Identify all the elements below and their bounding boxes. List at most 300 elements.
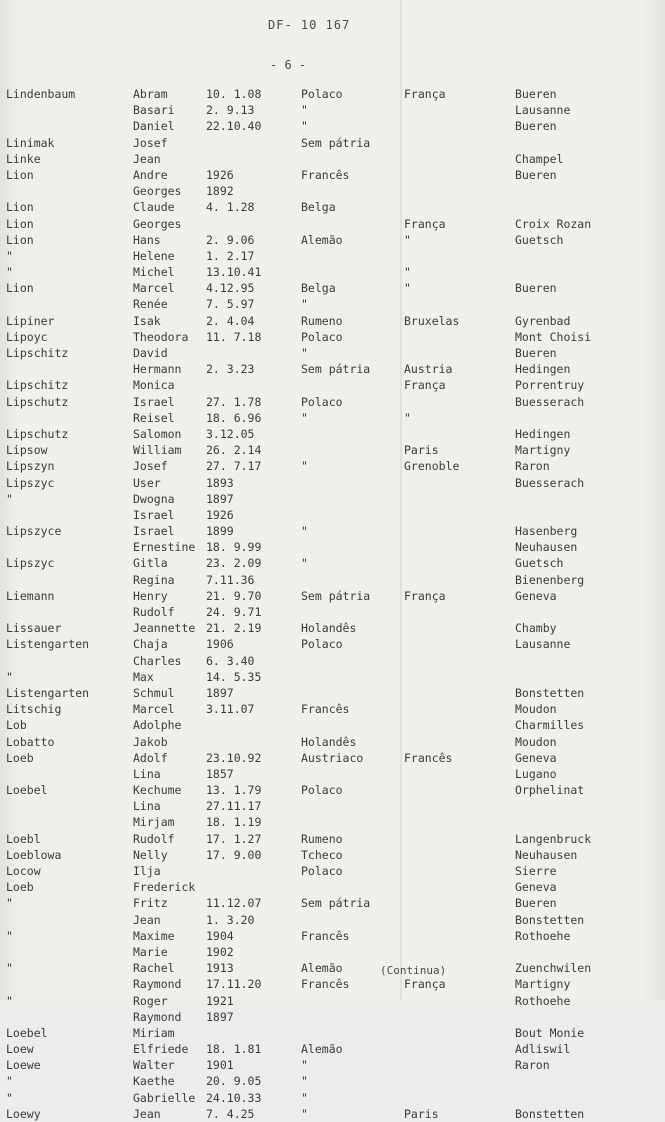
nationality-cell: Polaco: [301, 864, 343, 878]
surname-cell: Lobatto: [6, 734, 55, 749]
given-name-cell: Ilja: [133, 864, 161, 878]
given-name-cell: Kaethe: [133, 1074, 175, 1089]
birth-date-cell: 18. 6.96: [206, 410, 262, 425]
birth-date-cell: 1893: [206, 475, 234, 490]
destination-cell: Croix Rozan: [515, 216, 592, 231]
birth-date-cell: 1906: [206, 637, 234, 652]
birth-date-cell: 2. 9.06: [206, 232, 255, 247]
origin-cell: ": [404, 281, 411, 296]
birth-date-cell: 1921: [206, 993, 234, 1008]
table-row: [0, 685, 665, 701]
origin-cell: ": [404, 232, 411, 247]
birth-date-cell: 3.11.07: [206, 702, 255, 717]
table-row: [0, 750, 665, 766]
surname-cell: Lissauer: [6, 621, 62, 636]
table-row: [0, 539, 665, 555]
destination-cell: Raron: [515, 1058, 550, 1073]
destination-cell: Hasenberg: [515, 524, 578, 539]
given-name-cell: Schmul: [133, 685, 175, 700]
destination-cell: Bueren: [515, 87, 557, 101]
nationality-cell: Polaco: [301, 637, 343, 652]
nationality-cell: Rumeno: [301, 313, 343, 328]
destination-cell: Hedingen: [515, 362, 571, 377]
given-name-cell: Adolphe: [133, 718, 182, 733]
destination-cell: Bueren: [515, 281, 557, 296]
nationality-cell: Sem pátria: [301, 896, 371, 911]
nationality-cell: Belga: [301, 281, 336, 296]
birth-date-cell: 1926: [206, 167, 234, 182]
destination-cell: Raron: [515, 459, 550, 474]
given-name-cell: Lina: [133, 799, 161, 814]
destination-cell: Geneva: [515, 588, 557, 603]
given-name-cell: Raymond: [133, 1009, 182, 1024]
table-row: [0, 895, 665, 911]
table-row: [0, 280, 665, 296]
table-row: [0, 734, 665, 750]
surname-cell: Lion: [6, 200, 34, 215]
destination-cell: Mont Choisi: [515, 329, 592, 344]
table-row: [0, 782, 665, 798]
table-row: [0, 151, 665, 167]
origin-cell: França: [404, 216, 446, 231]
birth-date-cell: 11. 7.18: [206, 329, 262, 344]
origin-cell: França: [404, 977, 446, 992]
table-row: [0, 636, 665, 652]
table-row: [0, 555, 665, 571]
surname-cell: Lipiner: [6, 313, 55, 328]
given-name-cell: Georges: [133, 216, 182, 231]
destination-cell: Orphelinat: [515, 783, 585, 798]
birth-date-cell: 3.12.05: [206, 426, 255, 441]
nationality-cell: Tcheco: [301, 847, 343, 862]
birth-date-cell: 1. 2.17: [206, 248, 255, 263]
table-row: [0, 183, 665, 199]
given-name-cell: Dwogna: [133, 491, 175, 506]
given-name-cell: Israel: [133, 394, 175, 409]
table-row: [0, 264, 665, 280]
birth-date-cell: 18. 1.19: [206, 815, 262, 830]
surname-cell: Linimak: [6, 135, 55, 150]
table-row: [0, 798, 665, 814]
surname-cell: Liemann: [6, 588, 55, 603]
given-name-cell: Salomon: [133, 426, 182, 441]
birth-date-cell: 13. 1.79: [206, 783, 262, 798]
origin-cell: Paris: [404, 1106, 439, 1121]
table-row: [0, 1106, 665, 1122]
given-name-cell: Gabrielle: [133, 1090, 196, 1105]
nationality-cell: Francês: [301, 167, 350, 182]
nationality-cell: ": [301, 1058, 308, 1073]
given-name-cell: Jean: [133, 912, 161, 927]
given-name-cell: David: [133, 346, 168, 360]
origin-cell: ": [404, 265, 411, 280]
surname-cell: ": [6, 491, 13, 506]
given-name-cell: Gitla: [133, 556, 168, 571]
given-name-cell: Michel: [133, 265, 175, 280]
destination-cell: Bueren: [515, 346, 557, 360]
destination-cell: Adliswil: [515, 1042, 571, 1057]
table-row: [0, 766, 665, 782]
given-name-cell: Mirjam: [133, 815, 175, 830]
birth-date-cell: 23. 2.09: [206, 556, 262, 571]
birth-date-cell: 4.12.95: [206, 281, 255, 296]
given-name-cell: Jakob: [133, 734, 168, 749]
birth-date-cell: 6. 3.40: [206, 653, 255, 668]
table-row: [0, 118, 665, 134]
given-name-cell: Jeannette: [133, 621, 196, 636]
surname-cell: ": [6, 1090, 13, 1105]
origin-cell: França: [404, 87, 446, 101]
table-row: [0, 394, 665, 410]
given-name-cell: Helene: [133, 248, 175, 263]
given-name-cell: Miriam: [133, 1025, 175, 1040]
birth-date-cell: 21. 9.70: [206, 588, 262, 603]
birth-date-cell: 1913: [206, 961, 234, 976]
origin-cell: Austria: [404, 362, 453, 377]
table-row: [0, 944, 665, 960]
surname-cell: ": [6, 1074, 13, 1089]
table-row: [0, 1025, 665, 1041]
surname-cell: Lipschitz: [6, 346, 69, 360]
given-name-cell: Marcel: [133, 281, 175, 296]
table-row: [0, 426, 665, 442]
table-row: [0, 523, 665, 539]
birth-date-cell: 24.10.33: [206, 1090, 262, 1105]
given-name-cell: Charles: [133, 653, 182, 668]
nationality-cell: Alemão: [301, 961, 343, 976]
nationality-cell: Holandês: [301, 734, 357, 749]
origin-cell: Bruxelas: [404, 313, 460, 328]
birth-date-cell: 23.10.92: [206, 750, 262, 765]
given-name-cell: Hans: [133, 232, 161, 247]
table-row: [0, 831, 665, 847]
surname-cell: Loebel: [6, 1025, 48, 1040]
destination-cell: Moudon: [515, 702, 557, 717]
surname-cell: Listengarten: [6, 637, 90, 652]
given-name-cell: Rudolf: [133, 605, 175, 619]
table-row: [0, 928, 665, 944]
table-row: [0, 102, 665, 118]
destination-cell: Lausanne: [515, 103, 571, 118]
given-name-cell: Regina: [133, 572, 175, 587]
origin-cell: Grenoble: [404, 459, 460, 474]
nationality-cell: ": [301, 119, 308, 134]
table-row: [0, 232, 665, 248]
destination-cell: Martigny: [515, 443, 571, 458]
nationality-cell: Rumeno: [301, 831, 343, 846]
destination-cell: Buesserach: [515, 475, 585, 490]
table-row: [0, 345, 665, 361]
given-name-cell: Adolf: [133, 750, 168, 765]
given-name-cell: Elfriede: [133, 1042, 189, 1057]
destination-cell: Bueren: [515, 119, 557, 134]
birth-date-cell: 18. 9.99: [206, 540, 262, 555]
surname-cell: Loewe: [6, 1058, 41, 1073]
birth-date-cell: 20. 9.05: [206, 1074, 262, 1089]
birth-date-cell: 1897: [206, 685, 234, 700]
given-name-cell: Jean: [133, 151, 161, 166]
destination-cell: Neuhausen: [515, 847, 578, 862]
table-row: [0, 458, 665, 474]
birth-date-cell: 2. 9.13: [206, 103, 255, 118]
table-row: [0, 701, 665, 717]
destination-cell: Rothoehe: [515, 928, 571, 943]
destination-cell: Buesserach: [515, 394, 585, 409]
surname-cell: ": [6, 961, 13, 976]
table-row: [0, 572, 665, 588]
birth-date-cell: 27. 7.17: [206, 459, 262, 474]
nationality-cell: Francês: [301, 702, 350, 717]
given-name-cell: Fritz: [133, 896, 168, 911]
nationality-cell: ": [301, 346, 308, 360]
destination-cell: Langenbruck: [515, 831, 592, 846]
destination-cell: Sierre: [515, 864, 557, 878]
table-row: [0, 377, 665, 393]
birth-date-cell: 17.11.20: [206, 977, 262, 992]
nationality-cell: Sem pátria: [301, 588, 371, 603]
given-name-cell: Chaja: [133, 637, 168, 652]
surname-cell: ": [6, 669, 13, 684]
destination-cell: Bienenberg: [515, 572, 585, 587]
surname-cell: Locow: [6, 864, 41, 878]
destination-cell: Hedingen: [515, 426, 571, 441]
nationality-cell: ": [301, 1074, 308, 1089]
birth-date-cell: 2. 4.04: [206, 313, 255, 328]
given-name-cell: Lina: [133, 766, 161, 781]
table-row: [0, 216, 665, 232]
table-row: [0, 814, 665, 830]
given-name-cell: Isak: [133, 313, 161, 328]
destination-cell: Charmilles: [515, 718, 585, 733]
surname-cell: Litschig: [6, 702, 62, 717]
origin-cell: França: [404, 378, 446, 393]
given-name-cell: Israel: [133, 507, 175, 522]
birth-date-cell: 18. 1.81: [206, 1042, 262, 1057]
nationality-cell: ": [301, 459, 308, 474]
surname-cell: Loewy: [6, 1106, 41, 1121]
surname-cell: Lipsow: [6, 443, 48, 458]
nationality-cell: ": [301, 297, 308, 312]
birth-date-cell: 24. 9.71: [206, 605, 262, 619]
given-name-cell: Ernestine: [133, 540, 196, 555]
birth-date-cell: 7.11.36: [206, 572, 255, 587]
given-name-cell: Nelly: [133, 847, 168, 862]
birth-date-cell: 17. 1.27: [206, 831, 262, 846]
surname-cell: Lipschutz: [6, 394, 69, 409]
nationality-cell: ": [301, 1090, 308, 1105]
birth-date-cell: 1892: [206, 184, 234, 199]
destination-cell: Moudon: [515, 734, 557, 749]
destination-cell: Geneva: [515, 880, 557, 895]
surname-cell: ": [6, 248, 13, 263]
given-name-cell: Basari: [133, 103, 175, 118]
birth-date-cell: 1899: [206, 524, 234, 539]
table-row: [0, 442, 665, 458]
surname-cell: Loebl: [6, 831, 41, 846]
given-name-cell: Maxime: [133, 928, 175, 943]
table-row: [0, 620, 665, 636]
continued-note: (Continua): [380, 964, 447, 977]
table-row: [0, 717, 665, 733]
birth-date-cell: 22.10.40: [206, 119, 262, 134]
given-name-cell: Jean: [133, 1106, 161, 1121]
surname-cell: Lipoyc: [6, 329, 48, 344]
table-row: [0, 1090, 665, 1106]
origin-cell: ": [404, 410, 411, 425]
destination-cell: Bout Monie: [515, 1025, 585, 1040]
given-name-cell: Marie: [133, 944, 168, 959]
given-name-cell: Renée: [133, 297, 168, 312]
destination-cell: Bueren: [515, 167, 557, 182]
given-name-cell: Frederick: [133, 880, 196, 895]
table-row: [0, 879, 665, 895]
given-name-cell: Roger: [133, 993, 168, 1008]
surname-cell: Lindenbaum: [6, 87, 76, 101]
table-row: [0, 1009, 665, 1025]
birth-date-cell: 17. 9.00: [206, 847, 262, 862]
birth-date-cell: 7. 4.25: [206, 1106, 255, 1121]
given-name-cell: Andre: [133, 167, 168, 182]
destination-cell: Rothoehe: [515, 993, 571, 1008]
destination-cell: Porrentruy: [515, 378, 585, 393]
given-name-cell: Rachel: [133, 961, 175, 976]
destination-cell: Martigny: [515, 977, 571, 992]
given-name-cell: William: [133, 443, 182, 458]
birth-date-cell: 26. 2.14: [206, 443, 262, 458]
surname-cell: Lipszyc: [6, 475, 55, 490]
birth-date-cell: 13.10.41: [206, 265, 262, 280]
table-row: [0, 361, 665, 377]
surname-cell: Listengarten: [6, 685, 90, 700]
given-name-cell: Claude: [133, 200, 175, 215]
surname-cell: Lion: [6, 281, 34, 296]
table-row: [0, 1057, 665, 1073]
table-row: [0, 167, 665, 183]
given-name-cell: Monica: [133, 378, 175, 393]
birth-date-cell: 14. 5.35: [206, 669, 262, 684]
table-row: [0, 135, 665, 151]
destination-cell: Lugano: [515, 766, 557, 781]
table-row: [0, 507, 665, 523]
nationality-cell: Sem pátria: [301, 135, 371, 150]
birth-date-cell: 1897: [206, 491, 234, 506]
birth-date-cell: 4. 1.28: [206, 200, 255, 215]
given-name-cell: User: [133, 475, 161, 490]
surname-cell: Lipszyce: [6, 524, 62, 539]
table-row: [0, 410, 665, 426]
origin-cell: Francês: [404, 750, 453, 765]
birth-date-cell: 1. 3.20: [206, 912, 255, 927]
nationality-cell: Francês: [301, 977, 350, 992]
table-row: [0, 653, 665, 669]
birth-date-cell: 1902: [206, 944, 234, 959]
destination-cell: Gyrenbad: [515, 313, 571, 328]
destination-cell: Bonstetten: [515, 685, 585, 700]
table-row: [0, 329, 665, 345]
nationality-cell: Polaco: [301, 87, 343, 101]
given-name-cell: Georges: [133, 184, 182, 199]
nationality-cell: Polaco: [301, 783, 343, 798]
nationality-cell: Alemão: [301, 232, 343, 247]
given-name-cell: Abram: [133, 87, 168, 101]
table-row: [0, 1073, 665, 1089]
destination-cell: Bonstetten: [515, 1106, 585, 1121]
origin-cell: França: [404, 588, 446, 603]
nationality-cell: Polaco: [301, 329, 343, 344]
surname-cell: ": [6, 265, 13, 280]
table-row: [0, 912, 665, 928]
surname-cell: Loeblowa: [6, 847, 62, 862]
birth-date-cell: 2. 3.23: [206, 362, 255, 377]
birth-date-cell: 1901: [206, 1058, 234, 1073]
surname-cell: Loeb: [6, 880, 34, 895]
nationality-cell: Sem pátria: [301, 362, 371, 377]
given-name-cell: Hermann: [133, 362, 182, 377]
table-row: [0, 491, 665, 507]
origin-cell: Paris: [404, 443, 439, 458]
table-row: [0, 475, 665, 491]
surname-cell: Lipszyc: [6, 556, 55, 571]
nationality-cell: Belga: [301, 200, 336, 215]
surname-cell: Loebel: [6, 783, 48, 798]
table-row: [0, 588, 665, 604]
surname-cell: Lipszyn: [6, 459, 55, 474]
table-row: [0, 313, 665, 329]
surname-cell: Lipschutz: [6, 426, 69, 441]
destination-cell: Bonstetten: [515, 912, 585, 927]
given-name-cell: Josef: [133, 459, 168, 474]
destination-cell: Guetsch: [515, 556, 564, 571]
given-name-cell: Max: [133, 669, 154, 684]
destination-cell: Lausanne: [515, 637, 571, 652]
surname-cell: Linke: [6, 151, 41, 166]
page-number: - 6 -: [270, 58, 307, 72]
birth-date-cell: 10. 1.08: [206, 87, 262, 101]
surname-cell: ": [6, 928, 13, 943]
surname-cell: Lion: [6, 167, 34, 182]
given-name-cell: Reisel: [133, 410, 175, 425]
table-row: [0, 669, 665, 685]
nationality-cell: ": [301, 1106, 308, 1121]
nationality-cell: Alemão: [301, 1042, 343, 1057]
given-name-cell: Daniel: [133, 119, 175, 134]
nationality-cell: Austriaco: [301, 750, 364, 765]
table-row: [0, 847, 665, 863]
surname-cell: ": [6, 896, 13, 911]
birth-date-cell: 1857: [206, 766, 234, 781]
document-code: DF- 10 167: [268, 18, 351, 32]
given-name-cell: Theodora: [133, 329, 189, 344]
destination-cell: Guetsch: [515, 232, 564, 247]
table-row: [0, 976, 665, 992]
given-name-cell: Kechume: [133, 783, 182, 798]
birth-date-cell: 7. 5.97: [206, 297, 255, 312]
table-row: [0, 863, 665, 879]
table-row: [0, 248, 665, 264]
table-row: [0, 296, 665, 312]
destination-cell: Chamby: [515, 621, 557, 636]
table-row: [0, 199, 665, 215]
nationality-cell: ": [301, 556, 308, 571]
birth-date-cell: 1904: [206, 928, 234, 943]
nationality-cell: ": [301, 524, 308, 539]
surname-cell: ": [6, 993, 13, 1008]
surname-cell: Lion: [6, 232, 34, 247]
nationality-cell: ": [301, 410, 308, 425]
table-row: [0, 993, 665, 1009]
table-row: [0, 604, 665, 620]
given-name-cell: Marcel: [133, 702, 175, 717]
